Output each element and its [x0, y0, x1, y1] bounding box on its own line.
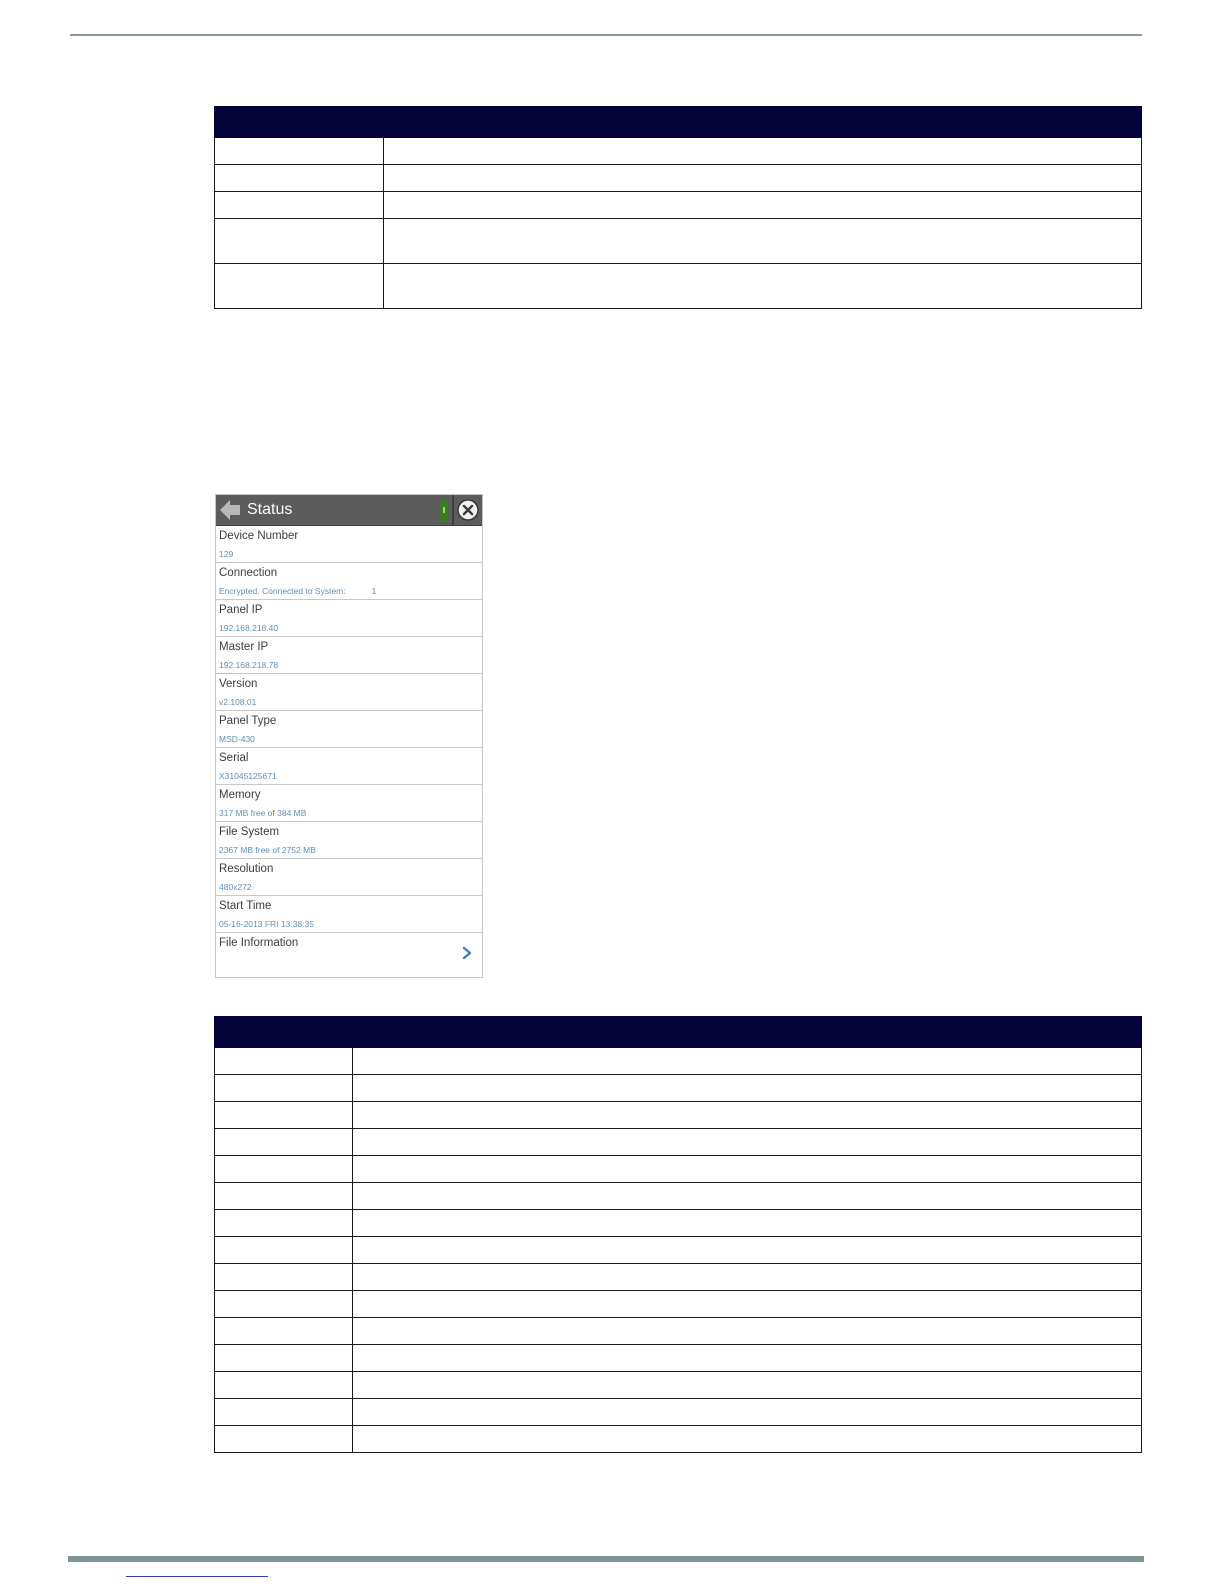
table-cell	[353, 1075, 1142, 1102]
status-value: 317 MB free of 384 MB	[219, 808, 307, 818]
status-list	[216, 526, 482, 971]
status-item-connection	[216, 563, 482, 600]
table-row	[215, 1210, 1142, 1237]
status-item-panel-ip	[216, 600, 482, 637]
table-cell	[353, 1102, 1142, 1129]
table-header-cell	[353, 1017, 1142, 1048]
table-row	[215, 192, 1142, 219]
table-cell	[353, 1318, 1142, 1345]
status-item-version	[216, 674, 482, 711]
status-fields-table	[214, 1016, 1142, 1453]
status-value: 480x272	[219, 882, 252, 892]
settings-table-top	[214, 106, 1142, 309]
status-value: X31045125671	[219, 771, 277, 781]
status-label: Panel IP	[219, 604, 263, 616]
table-cell	[215, 1237, 353, 1264]
status-label: Serial	[219, 752, 249, 764]
file-information-button[interactable]	[216, 933, 482, 971]
table-header-cell	[215, 107, 384, 138]
table-cell	[353, 1129, 1142, 1156]
chevron-right-icon	[461, 946, 473, 960]
table-cell	[215, 165, 384, 192]
status-panel-header	[216, 495, 482, 526]
table-cell	[215, 1345, 353, 1372]
table-cell	[215, 1129, 353, 1156]
table-header-cell	[384, 107, 1142, 138]
table-cell	[215, 1183, 353, 1210]
status-value: MSD-430	[219, 734, 255, 744]
back-button[interactable]	[216, 495, 244, 525]
table-row	[215, 1318, 1142, 1345]
table-cell	[384, 192, 1142, 219]
status-label: Memory	[219, 789, 261, 801]
status-label: Connection	[219, 567, 278, 579]
status-value: 192.168.218.78	[219, 660, 279, 670]
table-cell	[353, 1345, 1142, 1372]
table-cell	[384, 165, 1142, 192]
table-row	[215, 1075, 1142, 1102]
table-cell	[215, 192, 384, 219]
table-cell	[215, 1048, 353, 1075]
table-cell	[353, 1426, 1142, 1453]
table-row	[215, 1237, 1142, 1264]
table-row	[215, 264, 1142, 309]
table-row	[215, 138, 1142, 165]
table-row	[215, 1399, 1142, 1426]
table-cell	[353, 1372, 1142, 1399]
status-value: v2.108.01	[219, 697, 257, 707]
table-row	[215, 1048, 1142, 1075]
table-cell	[353, 1048, 1142, 1075]
table-row	[215, 1291, 1142, 1318]
table-cell	[384, 219, 1142, 264]
status-item-serial	[216, 748, 482, 785]
table-cell	[215, 1426, 353, 1453]
header-rule	[70, 34, 1142, 36]
table-cell	[353, 1183, 1142, 1210]
table-cell	[353, 1291, 1142, 1318]
status-label: Device Number	[219, 530, 299, 542]
status-panel-title: Status	[247, 501, 293, 518]
table-cell	[353, 1156, 1142, 1183]
status-item-file-system	[216, 822, 482, 859]
table-cell	[215, 1210, 353, 1237]
table-header-row	[215, 1017, 1142, 1048]
table-cell	[384, 264, 1142, 309]
status-value: 2367 MB free of 2752 MB	[219, 845, 316, 855]
status-label: Version	[219, 678, 258, 690]
table-row	[215, 1129, 1142, 1156]
table-row	[215, 1426, 1142, 1453]
close-button[interactable]	[454, 495, 482, 525]
status-panel	[215, 494, 483, 978]
status-label: File System	[219, 826, 280, 838]
table-cell	[215, 1291, 353, 1318]
table-cell	[215, 1102, 353, 1129]
status-value: 129	[219, 549, 234, 559]
status-label: Panel Type	[219, 715, 277, 727]
table-cell	[353, 1264, 1142, 1291]
table-cell	[215, 1372, 353, 1399]
footer-link-underline[interactable]	[126, 1576, 268, 1577]
table-cell	[215, 1075, 353, 1102]
footer-rule	[68, 1556, 1144, 1562]
table-row	[215, 219, 1142, 264]
status-item-start-time	[216, 896, 482, 933]
table-cell	[215, 219, 384, 264]
table-row	[215, 1372, 1142, 1399]
table-row	[215, 1264, 1142, 1291]
system-number: 1	[371, 586, 377, 596]
table-header-row	[215, 107, 1142, 138]
table-row	[215, 1183, 1142, 1210]
table-cell	[353, 1210, 1142, 1237]
status-label: Start Time	[219, 900, 272, 912]
table-row	[215, 165, 1142, 192]
table-cell	[215, 264, 384, 309]
table-cell	[215, 1318, 353, 1345]
status-item-resolution	[216, 859, 482, 896]
table-cell	[215, 1264, 353, 1291]
status-item-memory	[216, 785, 482, 822]
status-item-device-number	[216, 526, 482, 563]
close-circle-icon	[456, 498, 480, 522]
table-cell	[215, 138, 384, 165]
status-value: 192.168.218.40	[219, 623, 279, 633]
table-cell	[353, 1237, 1142, 1264]
table-cell	[353, 1399, 1142, 1426]
status-value: Encrypted. Connected to System: 1	[219, 586, 377, 596]
table-header-cell	[215, 1017, 353, 1048]
status-label: Resolution	[219, 863, 274, 875]
signal-strength-icon	[440, 499, 448, 521]
table-row	[215, 1345, 1142, 1372]
table-row	[215, 1102, 1142, 1129]
status-label: Master IP	[219, 641, 269, 653]
table-cell	[384, 138, 1142, 165]
status-item-panel-type	[216, 711, 482, 748]
status-item-master-ip	[216, 637, 482, 674]
back-arrow-icon	[218, 498, 242, 522]
status-value: 05-16-2013 FRI 13:38:35	[219, 919, 314, 929]
table-row	[215, 1156, 1142, 1183]
table-cell	[215, 1399, 353, 1426]
table-cell	[215, 1156, 353, 1183]
status-label: File Information	[219, 937, 299, 949]
